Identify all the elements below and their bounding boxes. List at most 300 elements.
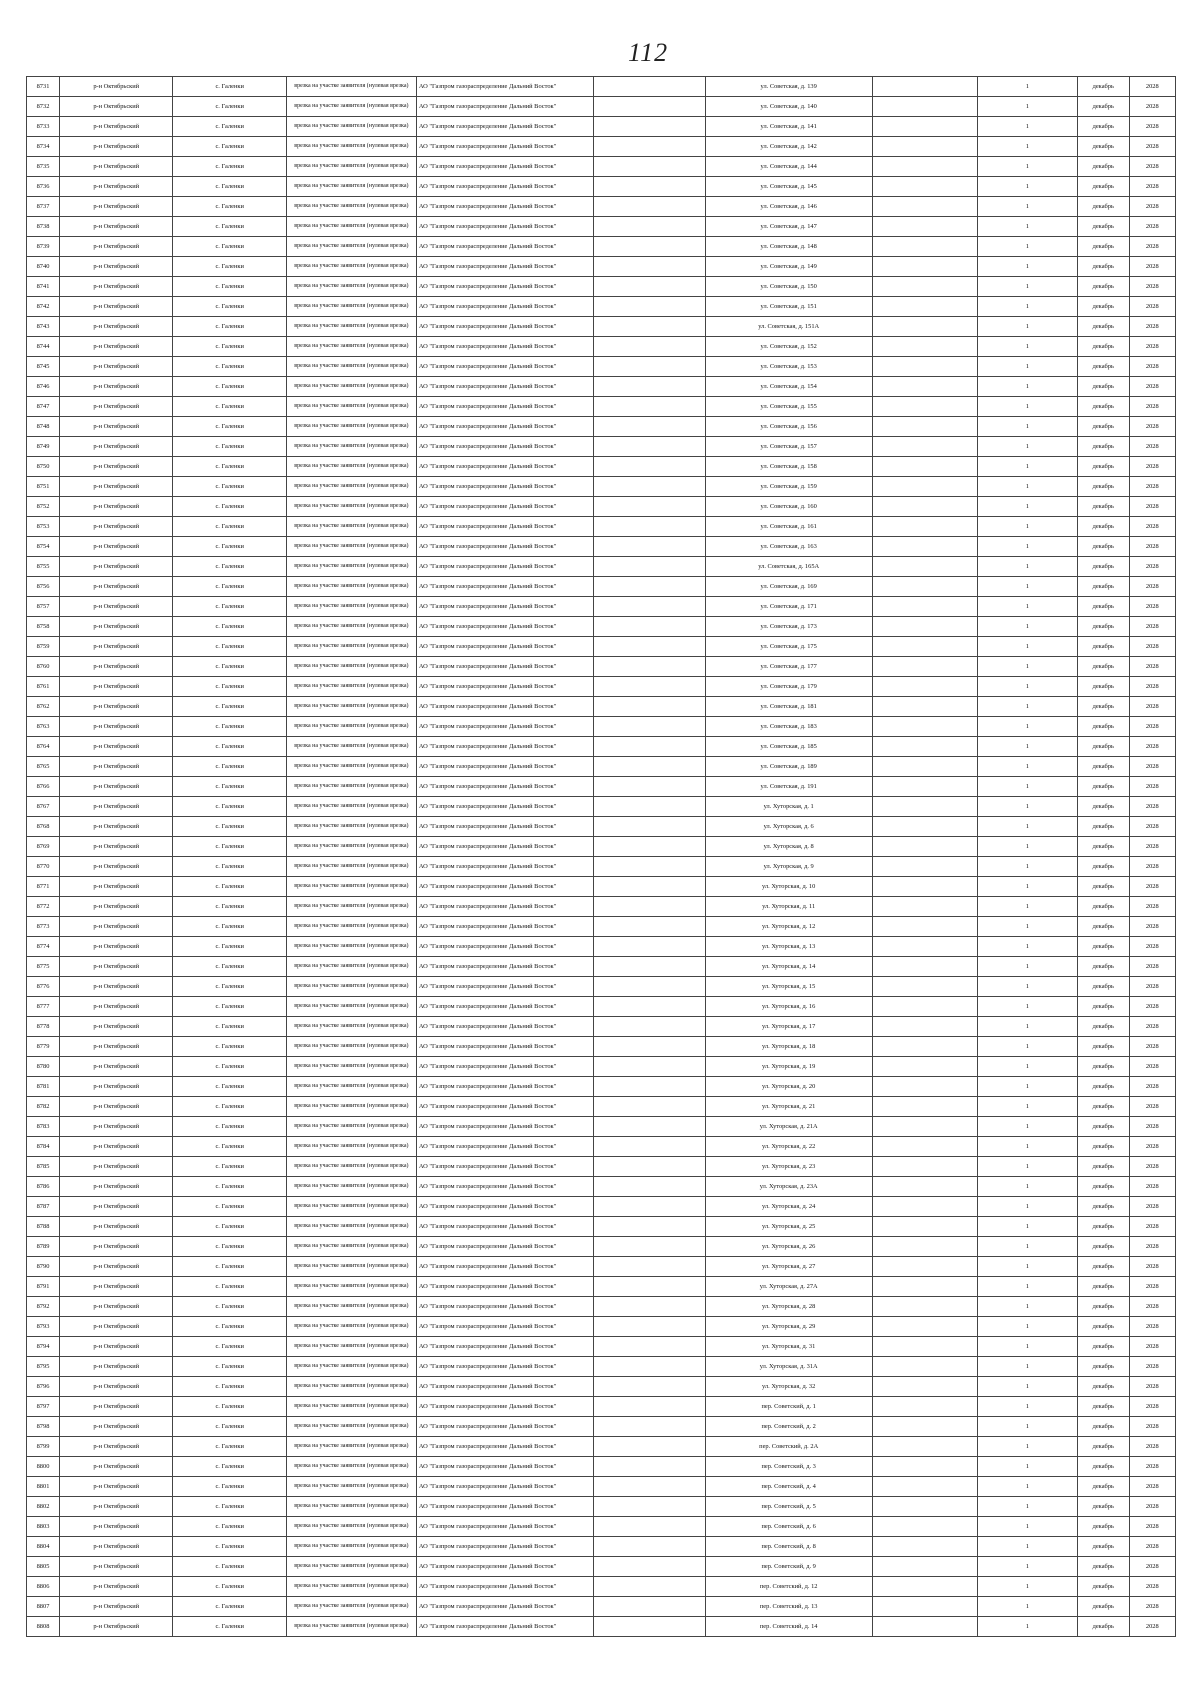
- empty-cell: [594, 1197, 705, 1217]
- empty-cell: [872, 1497, 977, 1517]
- month-cell: декабрь: [1077, 1157, 1129, 1177]
- work-type-cell: врезка на участке заявителя (нулевая врезка): [286, 577, 416, 597]
- count-cell: 1: [977, 877, 1077, 897]
- district-cell: р-н Октябрьский: [60, 937, 173, 957]
- count-cell: 1: [977, 1457, 1077, 1477]
- address-cell: пер. Советский, д. 14: [705, 1617, 872, 1637]
- year-cell: 2028: [1129, 917, 1175, 937]
- district-cell: р-н Октябрьский: [60, 1157, 173, 1177]
- district-cell: р-н Октябрьский: [60, 757, 173, 777]
- count-cell: 1: [977, 197, 1077, 217]
- count-cell: 1: [977, 1377, 1077, 1397]
- month-cell: декабрь: [1077, 157, 1129, 177]
- organization-cell: АО "Газпром газораспределение Дальний Восток": [416, 337, 593, 357]
- organization-cell: АО "Газпром газораспределение Дальний Восток": [416, 1177, 593, 1197]
- address-cell: ул. Советская, д. 151: [705, 297, 872, 317]
- address-cell: пер. Советский, д. 6: [705, 1517, 872, 1537]
- empty-cell: [594, 1037, 705, 1057]
- organization-cell: АО "Газпром газораспределение Дальний Восток": [416, 937, 593, 957]
- year-cell: 2028: [1129, 557, 1175, 577]
- year-cell: 2028: [1129, 1257, 1175, 1277]
- work-type-cell: врезка на участке заявителя (нулевая врезка): [286, 1137, 416, 1157]
- empty-cell: [594, 577, 705, 597]
- count-cell: 1: [977, 157, 1077, 177]
- count-cell: 1: [977, 1357, 1077, 1377]
- organization-cell: АО "Газпром газораспределение Дальний Восток": [416, 597, 593, 617]
- address-cell: ул. Советская, д. 148: [705, 237, 872, 257]
- empty-cell: [594, 1517, 705, 1537]
- row-number-cell: 8769: [27, 837, 60, 857]
- organization-cell: АО "Газпром газораспределение Дальний Восток": [416, 857, 593, 877]
- row-number-cell: 8799: [27, 1437, 60, 1457]
- table-row: [27, 977, 1176, 997]
- district-cell: р-н Октябрьский: [60, 917, 173, 937]
- table-row: [27, 1057, 1176, 1077]
- row-number-cell: 8750: [27, 457, 60, 477]
- empty-cell: [872, 757, 977, 777]
- settlement-cell: с. Галенки: [173, 137, 286, 157]
- settlement-cell: с. Галенки: [173, 177, 286, 197]
- count-cell: 1: [977, 1577, 1077, 1597]
- organization-cell: АО "Газпром газораспределение Дальний Восток": [416, 1097, 593, 1117]
- work-type-cell: врезка на участке заявителя (нулевая врезка): [286, 1057, 416, 1077]
- address-cell: ул. Хуторская, д. 32: [705, 1377, 872, 1397]
- year-cell: 2028: [1129, 777, 1175, 797]
- month-cell: декабрь: [1077, 977, 1129, 997]
- count-cell: 1: [977, 497, 1077, 517]
- work-type-cell: врезка на участке заявителя (нулевая врезка): [286, 617, 416, 637]
- settlement-cell: с. Галенки: [173, 1457, 286, 1477]
- district-cell: р-н Октябрьский: [60, 1417, 173, 1437]
- address-cell: ул. Советская, д. 185: [705, 737, 872, 757]
- district-cell: р-н Октябрьский: [60, 957, 173, 977]
- empty-cell: [872, 297, 977, 317]
- table-row: [27, 177, 1176, 197]
- settlement-cell: с. Галенки: [173, 617, 286, 637]
- month-cell: декабрь: [1077, 417, 1129, 437]
- address-cell: ул. Советская, д. 173: [705, 617, 872, 637]
- table-row: [27, 1197, 1176, 1217]
- empty-cell: [872, 1597, 977, 1617]
- district-cell: р-н Октябрьский: [60, 357, 173, 377]
- month-cell: декабрь: [1077, 657, 1129, 677]
- page-number: 112: [628, 38, 669, 67]
- settlement-cell: с. Галенки: [173, 977, 286, 997]
- table-row: [27, 877, 1176, 897]
- count-cell: 1: [977, 717, 1077, 737]
- organization-cell: АО "Газпром газораспределение Дальний Восток": [416, 1557, 593, 1577]
- empty-cell: [872, 617, 977, 637]
- table-row: [27, 937, 1176, 957]
- empty-cell: [872, 397, 977, 417]
- empty-cell: [594, 477, 705, 497]
- year-cell: 2028: [1129, 1097, 1175, 1117]
- year-cell: 2028: [1129, 277, 1175, 297]
- month-cell: декабрь: [1077, 1037, 1129, 1057]
- year-cell: 2028: [1129, 1557, 1175, 1577]
- work-type-cell: врезка на участке заявителя (нулевая врезка): [286, 1617, 416, 1637]
- month-cell: декабрь: [1077, 1317, 1129, 1337]
- work-type-cell: врезка на участке заявителя (нулевая врезка): [286, 297, 416, 317]
- table-row: [27, 777, 1176, 797]
- table-row: [27, 1417, 1176, 1437]
- empty-cell: [594, 177, 705, 197]
- empty-cell: [872, 717, 977, 737]
- empty-cell: [872, 1037, 977, 1057]
- year-cell: 2028: [1129, 237, 1175, 257]
- settlement-cell: с. Галенки: [173, 897, 286, 917]
- district-cell: р-н Октябрьский: [60, 1057, 173, 1077]
- address-cell: ул. Советская, д. 152: [705, 337, 872, 357]
- month-cell: декабрь: [1077, 637, 1129, 657]
- district-cell: р-н Октябрьский: [60, 537, 173, 557]
- organization-cell: АО "Газпром газораспределение Дальний Восток": [416, 397, 593, 417]
- work-type-cell: врезка на участке заявителя (нулевая врезка): [286, 217, 416, 237]
- empty-cell: [872, 377, 977, 397]
- settlement-cell: с. Галенки: [173, 557, 286, 577]
- work-type-cell: врезка на участке заявителя (нулевая врезка): [286, 497, 416, 517]
- month-cell: декабрь: [1077, 117, 1129, 137]
- empty-cell: [594, 717, 705, 737]
- work-type-cell: врезка на участке заявителя (нулевая врезка): [286, 1377, 416, 1397]
- settlement-cell: с. Галенки: [173, 1337, 286, 1357]
- row-number-cell: 8738: [27, 217, 60, 237]
- row-number-cell: 8767: [27, 797, 60, 817]
- organization-cell: АО "Газпром газораспределение Дальний Восток": [416, 1617, 593, 1637]
- count-cell: 1: [977, 1537, 1077, 1557]
- empty-cell: [594, 497, 705, 517]
- district-cell: р-н Октябрьский: [60, 1317, 173, 1337]
- settlement-cell: с. Галенки: [173, 517, 286, 537]
- settlement-cell: с. Галенки: [173, 157, 286, 177]
- year-cell: 2028: [1129, 1237, 1175, 1257]
- count-cell: 1: [977, 77, 1077, 97]
- settlement-cell: с. Галенки: [173, 377, 286, 397]
- month-cell: декабрь: [1077, 1597, 1129, 1617]
- settlement-cell: с. Галенки: [173, 397, 286, 417]
- empty-cell: [872, 117, 977, 137]
- address-cell: ул. Советская, д. 157: [705, 437, 872, 457]
- organization-cell: АО "Газпром газораспределение Дальний Восток": [416, 1597, 593, 1617]
- district-cell: р-н Октябрьский: [60, 737, 173, 757]
- empty-cell: [872, 917, 977, 937]
- settlement-cell: с. Галенки: [173, 297, 286, 317]
- settlement-cell: с. Галенки: [173, 677, 286, 697]
- table-row: [27, 457, 1176, 477]
- month-cell: декабрь: [1077, 1077, 1129, 1097]
- empty-cell: [872, 877, 977, 897]
- empty-cell: [872, 1217, 977, 1237]
- month-cell: декабрь: [1077, 357, 1129, 377]
- settlement-cell: с. Галенки: [173, 637, 286, 657]
- work-type-cell: врезка на участке заявителя (нулевая врезка): [286, 1297, 416, 1317]
- address-cell: ул. Хуторская, д. 13: [705, 937, 872, 957]
- empty-cell: [872, 1537, 977, 1557]
- year-cell: 2028: [1129, 137, 1175, 157]
- address-cell: пер. Советский, д. 4: [705, 1477, 872, 1497]
- settlement-cell: с. Галенки: [173, 537, 286, 557]
- empty-cell: [872, 977, 977, 997]
- settlement-cell: с. Галенки: [173, 1417, 286, 1437]
- district-cell: р-н Октябрьский: [60, 277, 173, 297]
- settlement-cell: с. Галенки: [173, 1537, 286, 1557]
- empty-cell: [872, 517, 977, 537]
- year-cell: 2028: [1129, 1617, 1175, 1637]
- empty-cell: [872, 937, 977, 957]
- year-cell: 2028: [1129, 1017, 1175, 1037]
- district-cell: р-н Октябрьский: [60, 477, 173, 497]
- table-row: [27, 357, 1176, 377]
- row-number-cell: 8754: [27, 537, 60, 557]
- year-cell: 2028: [1129, 1377, 1175, 1397]
- organization-cell: АО "Газпром газораспределение Дальний Восток": [416, 577, 593, 597]
- organization-cell: АО "Газпром газораспределение Дальний Восток": [416, 457, 593, 477]
- count-cell: 1: [977, 217, 1077, 237]
- row-number-cell: 8735: [27, 157, 60, 177]
- year-cell: 2028: [1129, 1577, 1175, 1597]
- row-number-cell: 8761: [27, 677, 60, 697]
- month-cell: декабрь: [1077, 1437, 1129, 1457]
- empty-cell: [872, 1077, 977, 1097]
- row-number-cell: 8742: [27, 297, 60, 317]
- month-cell: декабрь: [1077, 877, 1129, 897]
- settlement-cell: с. Галенки: [173, 1217, 286, 1237]
- table-row: [27, 397, 1176, 417]
- address-cell: ул. Хуторская, д. 31А: [705, 1357, 872, 1377]
- row-number-cell: 8770: [27, 857, 60, 877]
- row-number-cell: 8801: [27, 1477, 60, 1497]
- district-cell: р-н Октябрьский: [60, 317, 173, 337]
- count-cell: 1: [977, 697, 1077, 717]
- organization-cell: АО "Газпром газораспределение Дальний Восток": [416, 797, 593, 817]
- address-cell: ул. Советская, д. 142: [705, 137, 872, 157]
- count-cell: 1: [977, 1177, 1077, 1197]
- table-row: [27, 1577, 1176, 1597]
- empty-cell: [594, 1577, 705, 1597]
- address-cell: ул. Хуторская, д. 20: [705, 1077, 872, 1097]
- address-cell: ул. Советская, д. 169: [705, 577, 872, 597]
- empty-cell: [594, 617, 705, 637]
- count-cell: 1: [977, 1317, 1077, 1337]
- month-cell: декабрь: [1077, 137, 1129, 157]
- organization-cell: АО "Газпром газораспределение Дальний Восток": [416, 1037, 593, 1057]
- year-cell: 2028: [1129, 1297, 1175, 1317]
- table-row: [27, 1497, 1176, 1517]
- address-cell: пер. Советский, д. 1: [705, 1397, 872, 1417]
- work-type-cell: врезка на участке заявителя (нулевая врезка): [286, 757, 416, 777]
- address-cell: ул. Советская, д. 171: [705, 597, 872, 617]
- organization-cell: АО "Газпром газораспределение Дальний Восток": [416, 357, 593, 377]
- empty-cell: [594, 697, 705, 717]
- organization-cell: АО "Газпром газораспределение Дальний Восток": [416, 197, 593, 217]
- settlement-cell: с. Галенки: [173, 917, 286, 937]
- work-type-cell: врезка на участке заявителя (нулевая врезка): [286, 1397, 416, 1417]
- empty-cell: [872, 1617, 977, 1637]
- settlement-cell: с. Галенки: [173, 777, 286, 797]
- count-cell: 1: [977, 237, 1077, 257]
- address-cell: ул. Советская, д. 141: [705, 117, 872, 137]
- count-cell: 1: [977, 1477, 1077, 1497]
- month-cell: декабрь: [1077, 1457, 1129, 1477]
- organization-cell: АО "Газпром газораспределение Дальний Восток": [416, 417, 593, 437]
- address-cell: ул. Хуторская, д. 18: [705, 1037, 872, 1057]
- count-cell: 1: [977, 757, 1077, 777]
- year-cell: 2028: [1129, 637, 1175, 657]
- organization-cell: АО "Газпром газораспределение Дальний Восток": [416, 477, 593, 497]
- year-cell: 2028: [1129, 697, 1175, 717]
- table-row: [27, 577, 1176, 597]
- organization-cell: АО "Газпром газораспределение Дальний Восток": [416, 437, 593, 457]
- settlement-cell: с. Галенки: [173, 317, 286, 337]
- month-cell: декабрь: [1077, 1117, 1129, 1137]
- empty-cell: [594, 1397, 705, 1417]
- count-cell: 1: [977, 1037, 1077, 1057]
- month-cell: декабрь: [1077, 1057, 1129, 1077]
- address-cell: ул. Хуторская, д. 27: [705, 1257, 872, 1277]
- district-cell: р-н Октябрьский: [60, 1617, 173, 1637]
- empty-cell: [594, 137, 705, 157]
- count-cell: 1: [977, 437, 1077, 457]
- year-cell: 2028: [1129, 1357, 1175, 1377]
- month-cell: декабрь: [1077, 517, 1129, 537]
- count-cell: 1: [977, 377, 1077, 397]
- row-number-cell: 8779: [27, 1037, 60, 1057]
- empty-cell: [872, 1397, 977, 1417]
- year-cell: 2028: [1129, 797, 1175, 817]
- district-cell: р-н Октябрьский: [60, 677, 173, 697]
- empty-cell: [594, 1017, 705, 1037]
- empty-cell: [872, 1477, 977, 1497]
- organization-cell: АО "Газпром газораспределение Дальний Восток": [416, 517, 593, 537]
- empty-cell: [872, 277, 977, 297]
- organization-cell: АО "Газпром газораспределение Дальний Восток": [416, 1117, 593, 1137]
- settlement-cell: с. Галенки: [173, 1357, 286, 1377]
- work-type-cell: врезка на участке заявителя (нулевая врезка): [286, 1477, 416, 1497]
- district-cell: р-н Октябрьский: [60, 437, 173, 457]
- empty-cell: [594, 157, 705, 177]
- table-row: [27, 1477, 1176, 1497]
- district-cell: р-н Октябрьский: [60, 1197, 173, 1217]
- month-cell: декабрь: [1077, 1517, 1129, 1537]
- count-cell: 1: [977, 1517, 1077, 1537]
- empty-cell: [872, 357, 977, 377]
- year-cell: 2028: [1129, 997, 1175, 1017]
- empty-cell: [594, 1297, 705, 1317]
- organization-cell: АО "Газпром газораспределение Дальний Восток": [416, 737, 593, 757]
- address-cell: ул. Советская, д. 140: [705, 97, 872, 117]
- row-number-cell: 8759: [27, 637, 60, 657]
- table-row: [27, 857, 1176, 877]
- month-cell: декабрь: [1077, 297, 1129, 317]
- year-cell: 2028: [1129, 937, 1175, 957]
- district-cell: р-н Октябрьский: [60, 1237, 173, 1257]
- month-cell: декабрь: [1077, 1297, 1129, 1317]
- year-cell: 2028: [1129, 1477, 1175, 1497]
- table-row: [27, 117, 1176, 137]
- empty-cell: [594, 377, 705, 397]
- settlement-cell: с. Галенки: [173, 737, 286, 757]
- organization-cell: АО "Газпром газораспределение Дальний Восток": [416, 377, 593, 397]
- table-row: [27, 437, 1176, 457]
- table-row: [27, 477, 1176, 497]
- table-row: [27, 1597, 1176, 1617]
- count-cell: 1: [977, 357, 1077, 377]
- work-type-cell: врезка на участке заявителя (нулевая врезка): [286, 877, 416, 897]
- district-cell: р-н Октябрьский: [60, 697, 173, 717]
- year-cell: 2028: [1129, 1177, 1175, 1197]
- month-cell: декабрь: [1077, 97, 1129, 117]
- address-cell: ул. Хуторская, д. 6: [705, 817, 872, 837]
- table-row: [27, 917, 1176, 937]
- address-cell: ул. Хуторская, д. 14: [705, 957, 872, 977]
- settlement-cell: с. Галенки: [173, 717, 286, 737]
- district-cell: р-н Октябрьский: [60, 517, 173, 537]
- address-cell: ул. Советская, д. 151А: [705, 317, 872, 337]
- year-cell: 2028: [1129, 1417, 1175, 1437]
- month-cell: декабрь: [1077, 857, 1129, 877]
- year-cell: 2028: [1129, 1277, 1175, 1297]
- organization-cell: АО "Газпром газораспределение Дальний Восток": [416, 1577, 593, 1597]
- work-type-cell: врезка на участке заявителя (нулевая врезка): [286, 277, 416, 297]
- year-cell: 2028: [1129, 397, 1175, 417]
- work-type-cell: врезка на участке заявителя (нулевая врезка): [286, 1357, 416, 1377]
- district-cell: р-н Октябрьский: [60, 297, 173, 317]
- year-cell: 2028: [1129, 497, 1175, 517]
- empty-cell: [594, 1377, 705, 1397]
- row-number-cell: 8748: [27, 417, 60, 437]
- empty-cell: [594, 1597, 705, 1617]
- row-number-cell: 8807: [27, 1597, 60, 1617]
- empty-cell: [872, 1057, 977, 1077]
- row-number-cell: 8749: [27, 437, 60, 457]
- month-cell: декабрь: [1077, 217, 1129, 237]
- address-cell: ул. Хуторская, д. 31: [705, 1337, 872, 1357]
- empty-cell: [872, 1437, 977, 1457]
- empty-cell: [594, 1317, 705, 1337]
- empty-cell: [594, 557, 705, 577]
- row-number-cell: 8764: [27, 737, 60, 757]
- month-cell: декабрь: [1077, 617, 1129, 637]
- empty-cell: [594, 297, 705, 317]
- settlement-cell: с. Галенки: [173, 1377, 286, 1397]
- organization-cell: АО "Газпром газораспределение Дальний Восток": [416, 677, 593, 697]
- address-cell: ул. Хуторская, д. 1: [705, 797, 872, 817]
- empty-cell: [594, 1617, 705, 1637]
- organization-cell: АО "Газпром газораспределение Дальний Восток": [416, 637, 593, 657]
- row-number-cell: 8755: [27, 557, 60, 577]
- year-cell: 2028: [1129, 537, 1175, 557]
- row-number-cell: 8772: [27, 897, 60, 917]
- table-row: [27, 597, 1176, 617]
- row-number-cell: 8752: [27, 497, 60, 517]
- year-cell: 2028: [1129, 357, 1175, 377]
- month-cell: декабрь: [1077, 1137, 1129, 1157]
- table-row: [27, 1317, 1176, 1337]
- empty-cell: [594, 597, 705, 617]
- empty-cell: [872, 97, 977, 117]
- year-cell: 2028: [1129, 957, 1175, 977]
- year-cell: 2028: [1129, 457, 1175, 477]
- table-row: [27, 637, 1176, 657]
- month-cell: декабрь: [1077, 697, 1129, 717]
- month-cell: декабрь: [1077, 1017, 1129, 1037]
- settlement-cell: с. Галенки: [173, 1257, 286, 1277]
- organization-cell: АО "Газпром газораспределение Дальний Восток": [416, 1137, 593, 1157]
- empty-cell: [872, 997, 977, 1017]
- month-cell: декабрь: [1077, 1197, 1129, 1217]
- table-row: [27, 1517, 1176, 1537]
- empty-cell: [594, 1277, 705, 1297]
